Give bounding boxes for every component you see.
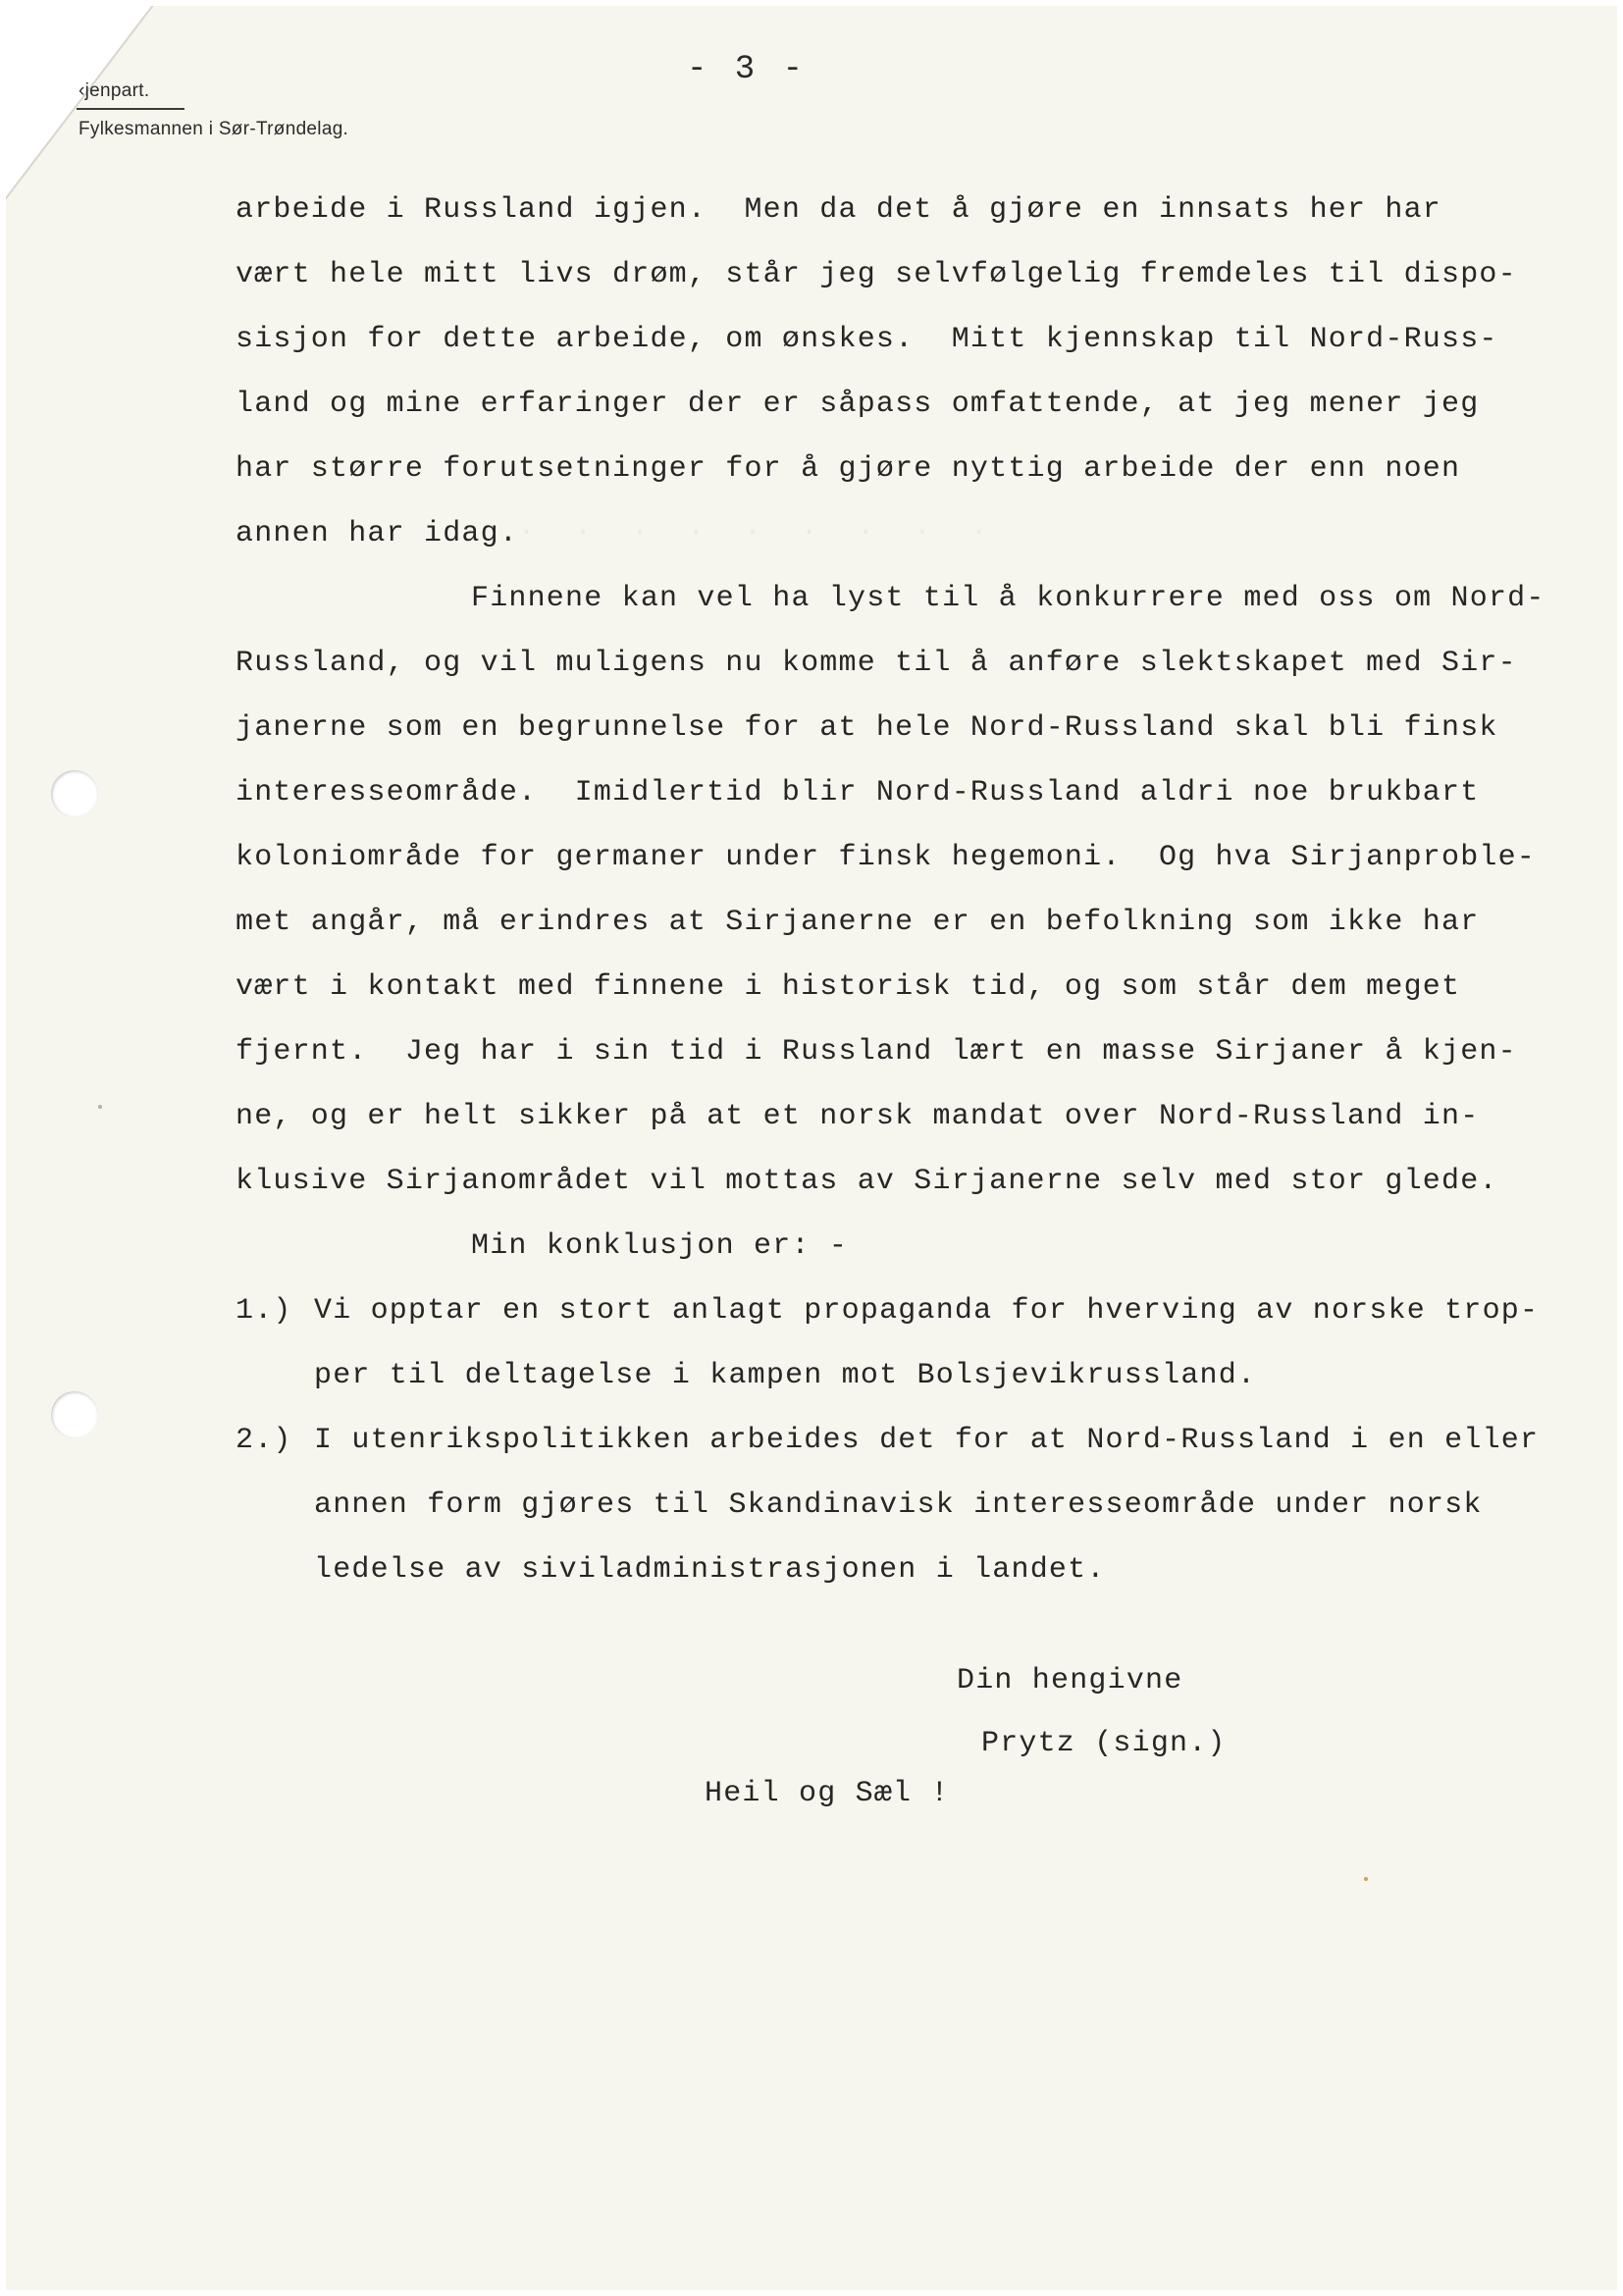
office-stamp: Fylkesmannen i Sør-Trøndelag. <box>79 119 349 139</box>
signature-line: Prytz (sign.) <box>981 1727 1227 1760</box>
body-line: fjernt. Jeg har i sin tid i Russland lært en masse Sirjaner å kjen- <box>236 1035 1517 1069</box>
valediction: Din hengivne <box>957 1664 1183 1697</box>
conclusion-heading: Min konklusjon er: - <box>471 1229 849 1263</box>
body-line: ne, og er helt sikker på at et norsk mandat over Nord-Russland in- <box>236 1100 1480 1133</box>
body-line: interesseområde. Imidlertid blir Nord-Russland aldri noe brukbart <box>236 776 1480 809</box>
paper-speck <box>1364 1877 1368 1881</box>
punch-hole-bottom <box>51 1391 98 1438</box>
list-item-line: I utenrikspolitikken arbeides det for at Nord-Russland i en eller <box>314 1424 1540 1457</box>
body-line: land og mine erfaringer der er såpass omfattende, at jeg mener jeg <box>236 388 1480 421</box>
body-line: met angår, må erindres at Sirjanerne er en befolkning som ikke har <box>236 906 1480 939</box>
body-line: koloniområde for germaner under finsk hegemoni. Og hva Sirjanproble- <box>236 841 1537 874</box>
body-line: klusive Sirjanområdet vil mottas av Sirjanerne selv med stor glede. <box>236 1165 1498 1198</box>
list-item-line: annen form gjøres til Skandinavisk interesseområde under norsk <box>314 1488 1483 1522</box>
folded-corner <box>0 0 157 206</box>
body-line: sisjon for dette arbeide, om ønskes. Mitt kjennskap til Nord-Russ- <box>236 323 1498 356</box>
body-line: vært hele mitt livs drøm, står jeg selvfølgelig fremdeles til dispo- <box>236 258 1517 291</box>
list-item-line: per til deltagelse i kampen mot Bolsjevikrussland. <box>314 1359 1257 1392</box>
closing-salute: Heil og Sæl ! <box>705 1777 950 1810</box>
body-line: Finnene kan vel ha lyst til å konkurrere med oss om Nord- <box>471 582 1545 615</box>
body-line: janerne som en begrunnelse for at hele Nord-Russland skal bli finsk <box>236 711 1498 745</box>
list-item-number: 2.) <box>236 1424 292 1457</box>
body-line: har større forutsetninger for å gjøre nyttig arbeide der enn noen <box>236 452 1461 486</box>
list-item-number: 1.) <box>236 1294 292 1328</box>
body-line: annen har idag. <box>236 517 519 550</box>
paper-speck <box>98 1105 102 1109</box>
copy-stamp-underline <box>77 108 184 110</box>
list-item-line: Vi opptar en stort anlagt propaganda for hverving av norske trop- <box>314 1294 1540 1328</box>
list-item-line: ledelse av siviladministrasjonen i landet. <box>314 1553 1106 1587</box>
body-line: vært i kontakt med finnene i historisk tid, og som står dem meget <box>236 970 1461 1004</box>
punch-hole-top <box>51 770 98 817</box>
bleed-through-text: . . . . . . . . . . <box>461 510 989 544</box>
page-number: - 3 - <box>687 51 808 88</box>
body-line: arbeide i Russland igjen. Men da det å gjøre en innsats her har <box>236 193 1441 227</box>
copy-stamp: ‹jenpart. <box>79 80 150 101</box>
body-line: Russland, og vil muligens nu komme til å anføre slektskapet med Sir- <box>236 647 1517 680</box>
